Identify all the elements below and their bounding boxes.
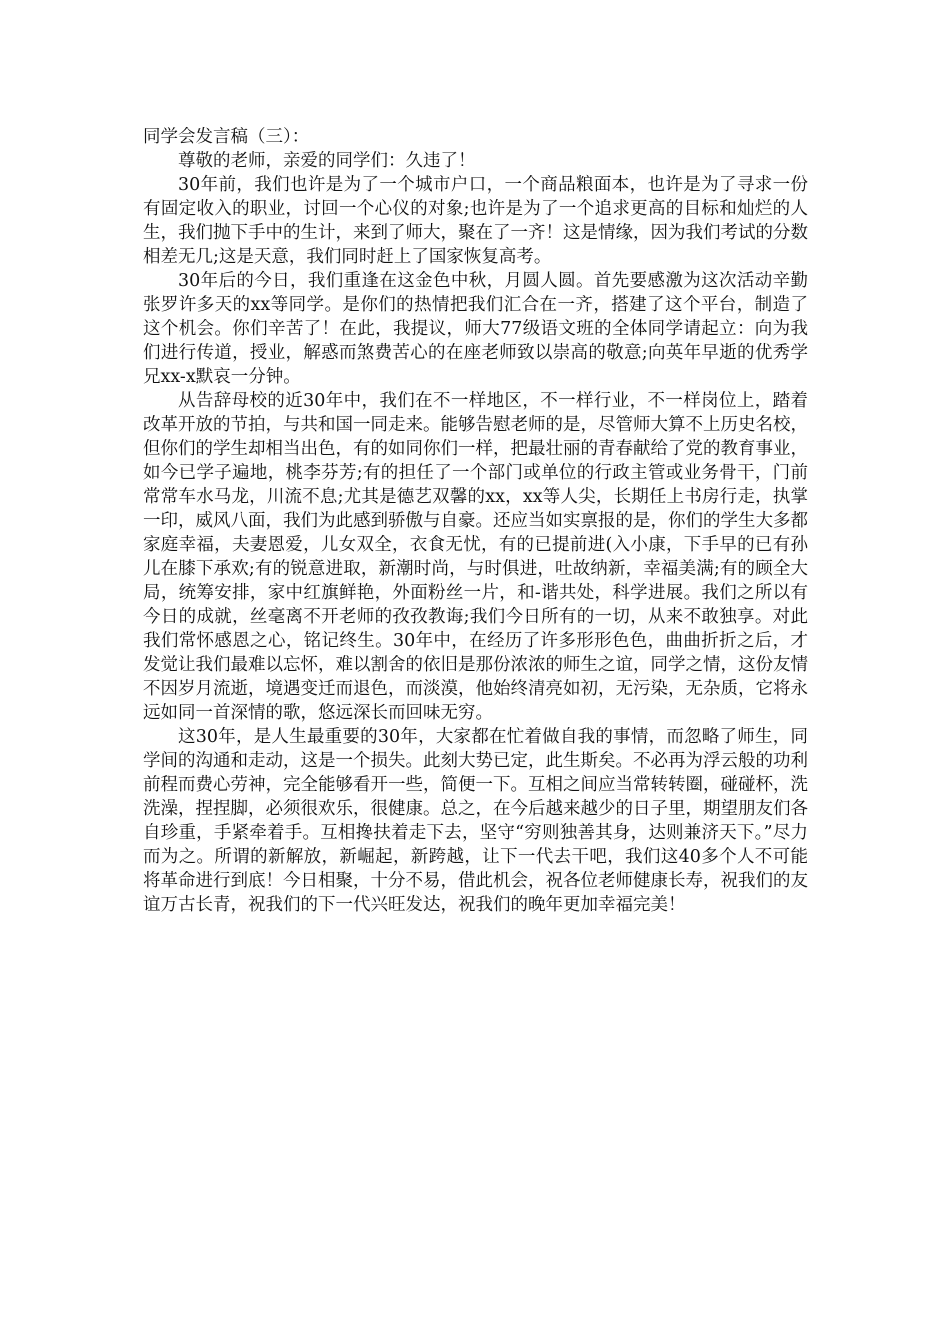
paragraph-thirty-years-later: 30年后的今日，我们重逢在这金色中秋，月圆人圆。首先要感激为这次活动辛勤张罗许多天的xx等同学。是你们的热情把我们汇合在一齐，搭建了这个平台，制造了这个机会。你们辛苦了！在此，我提议，师大77级语文班的全体同学请起立：向为我们进行传道，授业，解惑而煞费苦心的在座老师致以崇高的敬意;向英年早逝的优秀学兄xx-x默哀一分钟。 [143,271,808,387]
document-body [143,125,808,917]
document-title: 同学会发言稿（三）： [143,127,310,147]
paragraph-since-leaving-school: 从告辞母校的近30年中，我们在不一样地区，不一样行业，不一样岗位上，踏着改革开放的节拍，与共和国一同走来。能够告慰老师的是，尽管师大算不上历史名校，但你们的学生却相当出色，有的如同你们一样，把最壮丽的青春献给了党的教育事业，如今已学子遍地，桃李芬芳;有的担任了一个部门或单位的行政主管或业务骨干，门前常常车水马龙，川流不息;尤其是德艺双馨的xx，xx等人尖，长期任上书房行走，执掌一印，威风八面，我们为此感到骄傲与自豪。还应当如实禀报的是，你们的学生大多都家庭幸福，夫妻恩爱，儿女双全，衣食无忧，有的已提前进(入小康，下手早的已有孙儿在膝下承欢;有的锐意进取，新潮时尚，与时俱进，吐故纳新，幸福美满;有的顾全大局，统筹安排，家中红旗鲜艳，外面粉丝一片，和-谐共处，科学进展。我们之所以有今日的成就，丝毫离不开老师的孜孜教诲;我们今日所有的一切，从来不敢独享。对此我们常怀感恩之心，铭记终生。30年中，在经历了许多形形色色，曲曲折折之后，才发觉让我们最难以忘怀，难以割舍的依旧是那份浓浓的师生之谊，同学之情，这份友情不因岁月流逝，境遇变迁而退色，而淡漠，他始终清亮如初，无污染，无杂质，它将永远如同一首深情的歌，悠远深长而回味无穷。 [143,391,808,723]
paragraph-closing: 这30年，是人生最重要的30年，大家都在忙着做自我的事情，而忽略了师生，同学间的沟通和走动，这是一个损失。此刻大势已定，此生斯矣。不必再为浮云般的功利前程而费心劳神，完全能够看开一些，简便一下。互相之间应当常转转圈，碰碰杯，洗洗澡，捏捏脚，必须很欢乐，很健康。总之，在今后越来越少的日子里，期望朋友们各自珍重，手紧牵着手。互相搀扶着走下去，坚守“穷则独善其身，达则兼济天下。”尽力而为之。所谓的新解放，新崛起，新跨越，让下一代去干吧，我们这40多个人不可能将革命进行到底！今日相聚，十分不易，借此机会，祝各位老师健康长寿，祝我们的友谊万古长青，祝我们的下一代兴旺发达，祝我们的晚年更加幸福完美！ [143,727,808,915]
paragraph-thirty-years-ago: 30年前，我们也许是为了一个城市户口，一个商品粮面本，也许是为了寻求一份有固定收入的职业，讨回一个心仪的对象;也许是为了一个追求更高的目标和灿烂的人生，我们抛下手中的生计，来到了师大，聚在了一齐！这是情缘，因为我们考试的分数相差无几;这是天意，我们同时赶上了国家恢复高考。 [143,175,808,267]
paragraph-greeting: 尊敬的老师，亲爱的同学们：久违了！ [178,151,476,171]
